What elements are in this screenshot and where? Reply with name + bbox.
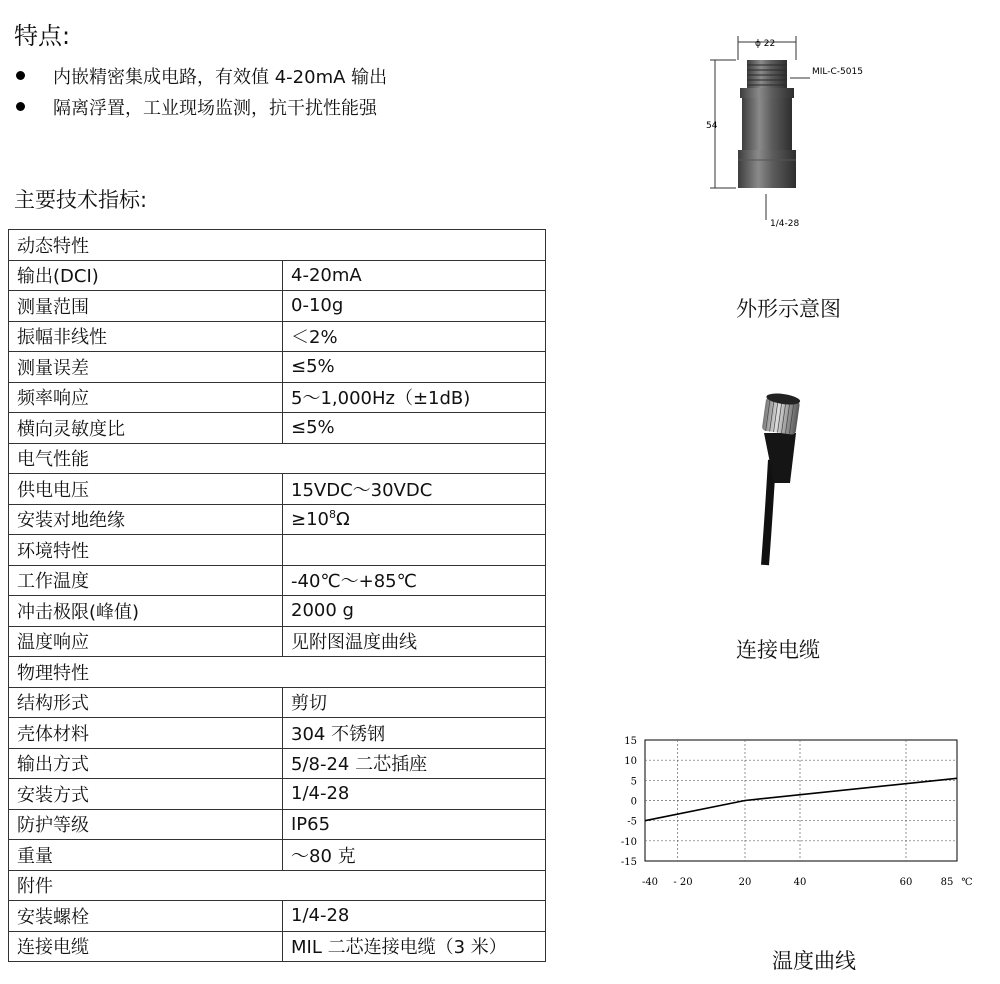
spec-row [9,779,546,810]
spec-section-label: 电气性能 [9,443,546,474]
cable-photo [740,385,830,570]
cable-caption: 连接电缆 [736,638,820,662]
y-tick-label: -10 [620,836,637,848]
spec-value-text: 304 不锈钢 [291,723,386,745]
spec-row [9,565,546,596]
spec-row [9,809,546,840]
spec-section-row [9,870,546,901]
spec-value-text: MIL 二芯连接电缆（3 米） [291,937,507,959]
x-tick-label: -40 [641,877,659,888]
spec-row [9,718,546,749]
spec-label: 输出(DCI) [9,260,283,291]
spec-value-text: 4-20mA [291,264,362,286]
spec-label: 安装方式 [9,779,283,810]
spec-label: 测量范围 [9,291,283,322]
connector-spec: MIL-C-5015 [812,67,863,77]
spec-row [9,352,546,383]
spec-value-text: ≤5% [291,417,335,439]
spec-value [283,504,546,535]
spec-value-text: -40℃～+85℃ [291,571,417,593]
spec-value [283,626,546,657]
spec-row [9,748,546,779]
spec-row [9,504,546,535]
spec-section-row [9,230,546,261]
temperature-response-line [645,778,957,820]
spec-value [283,413,546,444]
x-tick-label: 40 [793,877,807,888]
spec-value-text: 0-10g [291,295,344,317]
y-tick-label: 0 [630,796,637,808]
y-tick-label: 10 [624,756,637,768]
spec-label: 温度响应 [9,626,283,657]
spec-label: 连接电缆 [9,931,283,962]
spec-label: 工作温度 [9,565,283,596]
feature-text: 内嵌精密集成电路，有效值 4-20mA 输出 [53,66,388,88]
spec-label: 壳体材料 [9,718,283,749]
spec-value [283,748,546,779]
spec-label: 测量误差 [9,352,283,383]
spec-value-text: ≥10 [291,509,329,531]
spec-value-text: IP65 [291,813,331,835]
features-list [14,60,387,122]
y-tick-label: -5 [627,816,637,828]
spec-section-row [9,657,546,688]
temperature-curve-chart [605,728,985,898]
spec-value [283,779,546,810]
spec-value [283,352,546,383]
spec-label: 供电电压 [9,474,283,505]
feature-item [14,91,387,122]
spec-value [283,687,546,718]
spec-row [9,596,546,627]
spec-value [283,474,546,505]
spec-value [283,382,546,413]
spec-row [9,840,546,871]
spec-value-text: 15VDC～30VDC [291,479,433,501]
spec-value [283,718,546,749]
x-tick-label: ℃ [961,877,973,888]
spec-value [283,565,546,596]
spec-value-unit: Ω [336,509,350,531]
spec-value-text: 5～1,000Hz（±1dB) [291,388,471,410]
spec-label: 横向灵敏度比 [9,413,283,444]
feature-item [14,60,387,91]
spec-row [9,382,546,413]
y-tick-label: 15 [624,736,637,747]
outline-caption: 外形示意图 [736,297,841,321]
spec-label: 频率响应 [9,382,283,413]
spec-value-text: 2000 g [291,600,354,622]
spec-table [8,229,546,962]
spec-row [9,901,546,932]
spec-section-label: 附件 [9,870,546,901]
spec-label: 防护等级 [9,809,283,840]
spec-value-text: ≤5% [291,356,335,378]
spec-value-text: 1/4-28 [291,783,350,805]
spec-label: 安装螺栓 [9,901,283,932]
spec-value-text: 5/8-24 二芯插座 [291,754,428,776]
spec-row [9,474,546,505]
x-tick-label: 85 [940,877,954,888]
spec-label: 环境特性 [9,535,283,566]
spec-label: 安装对地绝缘 [9,504,283,535]
spec-label: 重量 [9,840,283,871]
spec-row [9,291,546,322]
spec-value [283,809,546,840]
feature-text: 隔离浮置，工业现场监测，抗干扰性能强 [53,97,377,119]
spec-section-label: 动态特性 [9,230,546,261]
dimension-diameter: ϕ 22 [755,39,776,49]
spec-label: 冲击极限(峰值) [9,596,283,627]
spec-label: 结构形式 [9,687,283,718]
spec-value [283,901,546,932]
spec-row [9,321,546,352]
features-title: 特点: [14,22,71,50]
x-tick-label: 60 [899,877,913,888]
spec-value-exponent: 8 [329,508,336,522]
chart-caption: 温度曲线 [772,949,856,973]
spec-row [9,626,546,657]
bullet-icon [16,102,25,111]
x-tick-label: 20 [738,877,752,888]
spec-row [9,687,546,718]
spec-value-text: 1/4-28 [291,905,350,927]
spec-value [283,535,546,566]
spec-row [9,535,546,566]
spec-section-row [9,443,546,474]
spec-value-text: 见附图温度曲线 [291,632,417,654]
spec-section-label: 物理特性 [9,657,546,688]
spec-row [9,931,546,962]
spec-label: 输出方式 [9,748,283,779]
x-tick-label: - 20 [673,877,693,888]
bullet-icon [16,71,25,80]
sensor-outline-drawing [700,20,870,235]
y-tick-label: -15 [620,857,637,868]
specs-title: 主要技术指标: [14,188,148,212]
spec-row [9,413,546,444]
spec-value-text: 剪切 [291,693,327,715]
spec-value [283,321,546,352]
spec-value [283,260,546,291]
thread-spec: 1/4-28 [770,219,800,229]
spec-value-text: ～80 克 [291,845,356,867]
y-tick-label: 5 [630,776,637,788]
sensor-body [738,60,796,188]
spec-value [283,931,546,962]
spec-value [283,840,546,871]
dimension-height: 54 [706,121,718,131]
spec-value-text: ＜2% [291,327,338,349]
spec-value [283,596,546,627]
spec-label: 振幅非线性 [9,321,283,352]
spec-row [9,260,546,291]
spec-value [283,291,546,322]
